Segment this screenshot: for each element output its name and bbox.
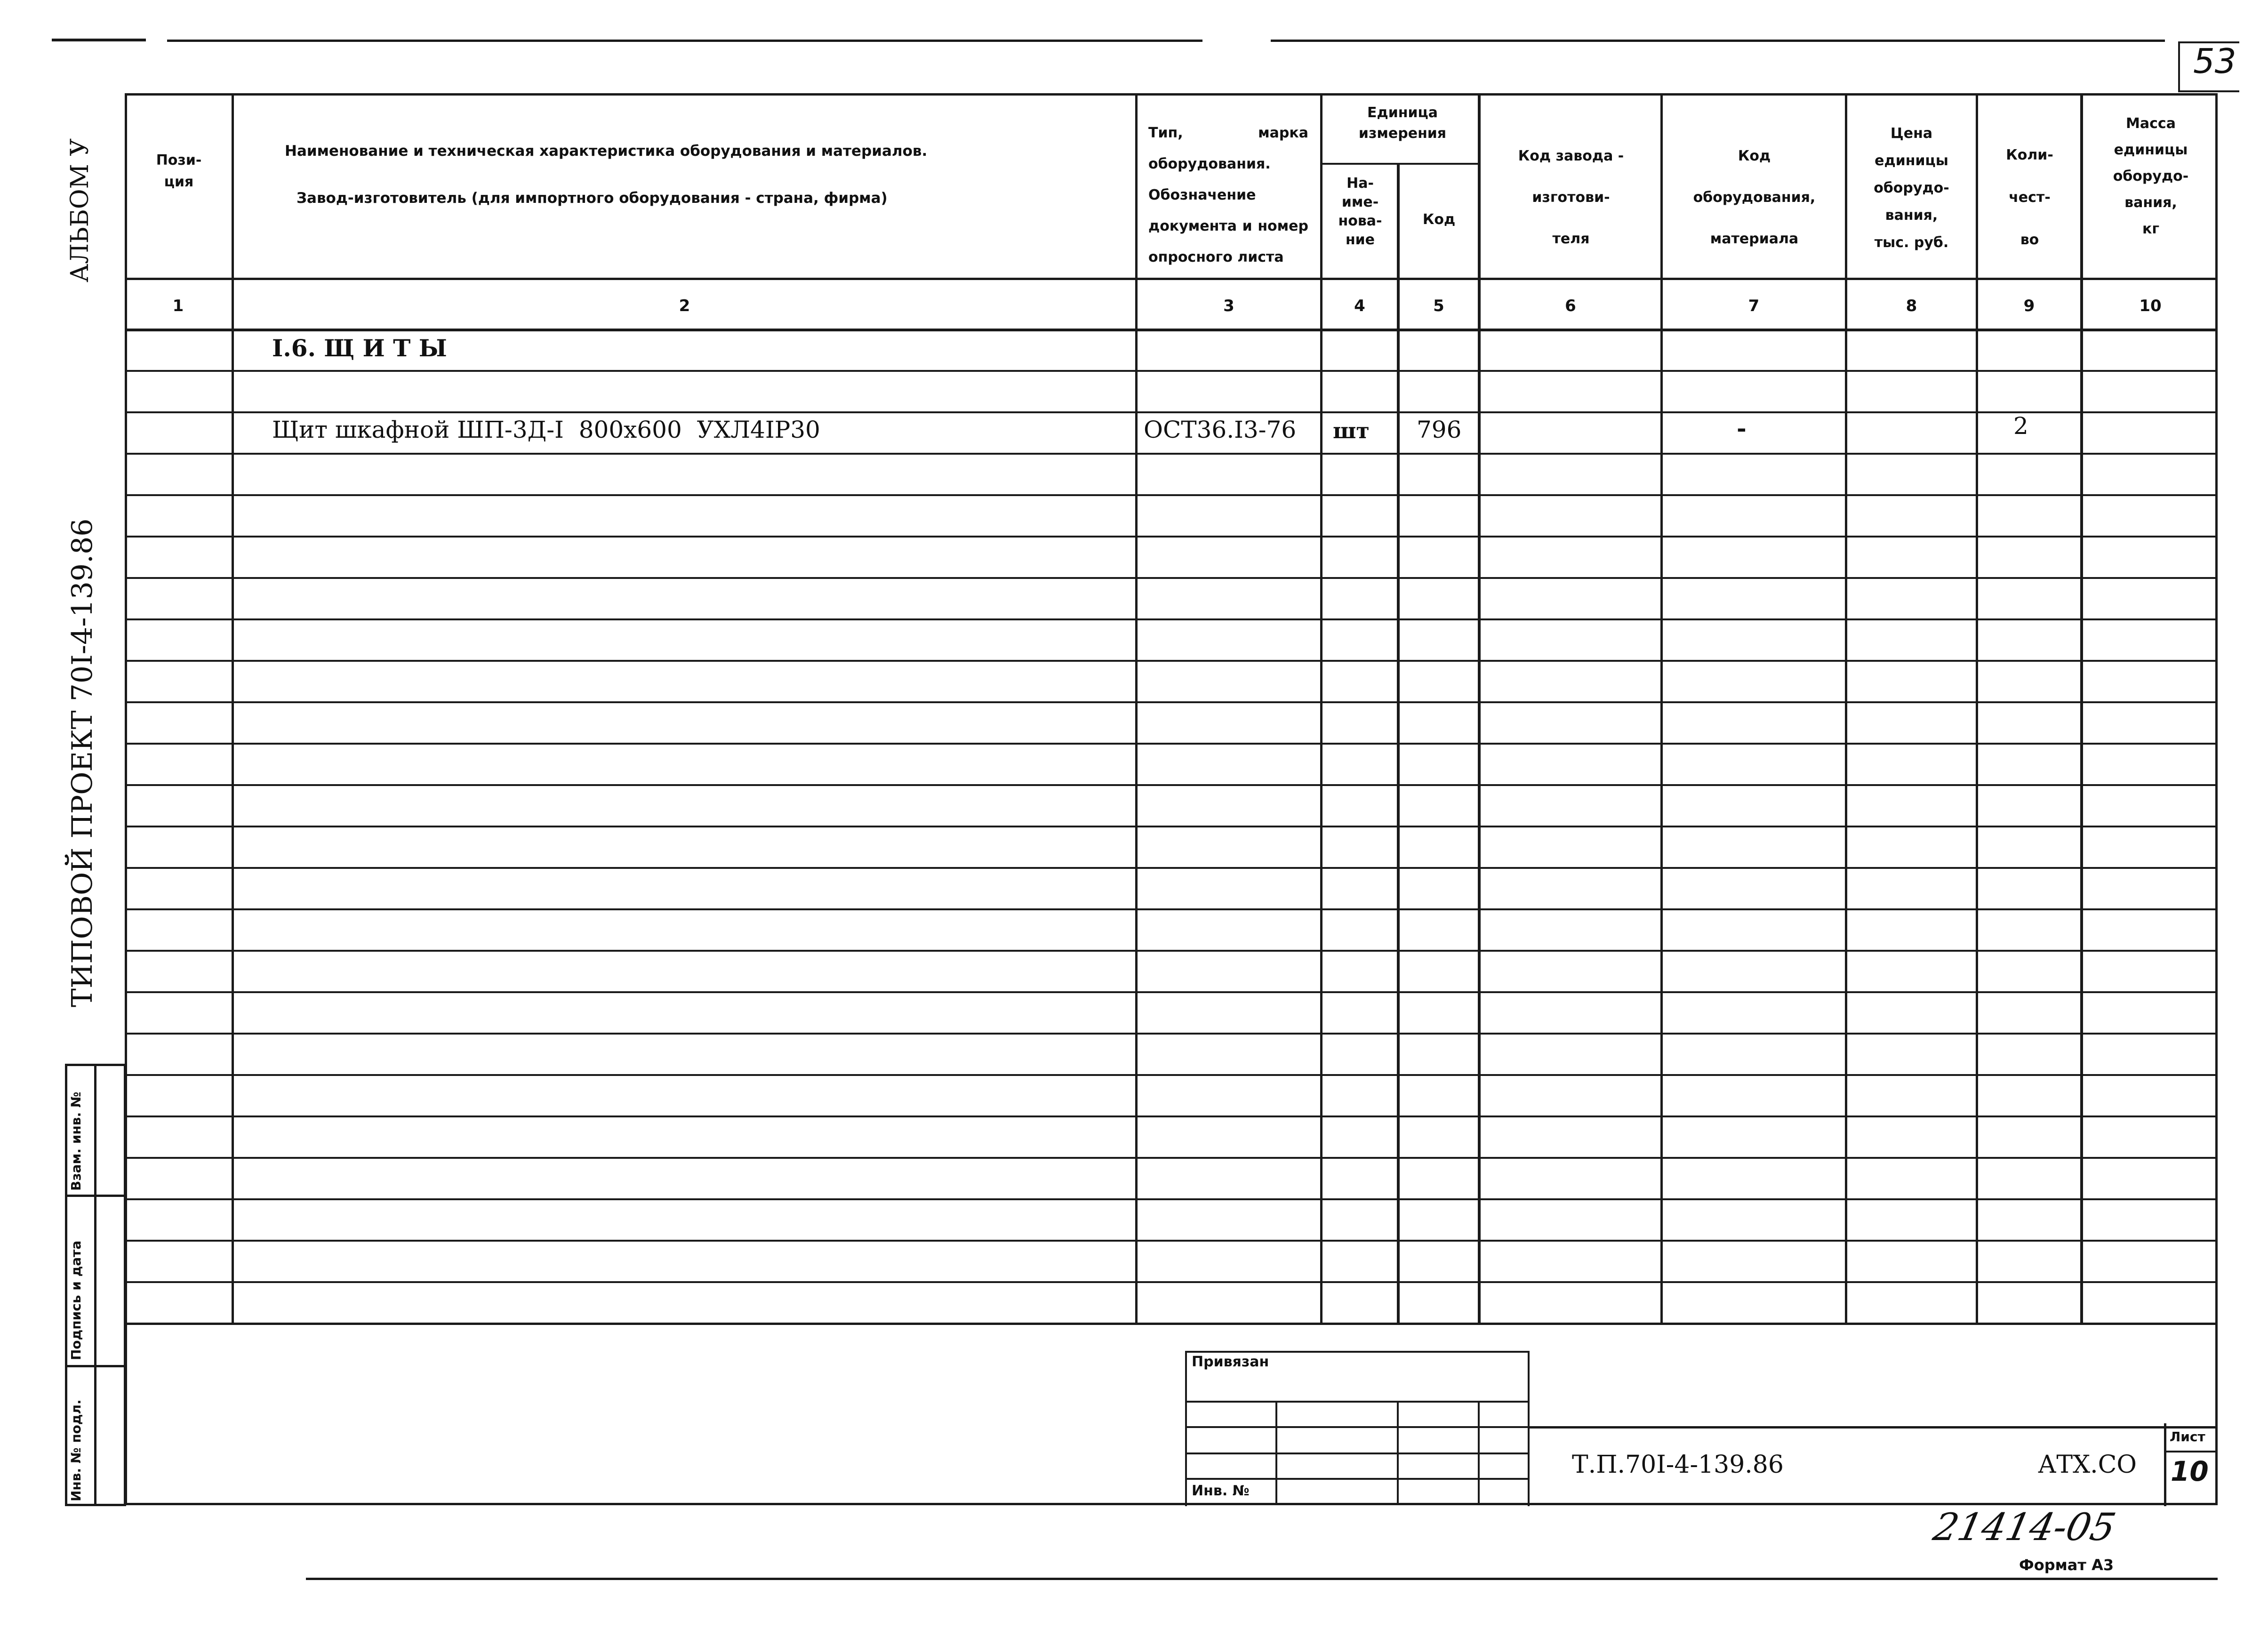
stamp-label-replace: Взам. инв. № [68, 1091, 84, 1191]
header-unit-code: Код [1422, 211, 1456, 228]
header-equipment-code: Код оборудования, материала [1693, 148, 1816, 247]
header-quantity: Коли- чест- во [2006, 147, 2053, 248]
side-stamp-divider-2 [65, 1365, 126, 1367]
column-number-rule [125, 329, 2218, 331]
header-position: Пози- ция [156, 152, 202, 190]
header-factory-code: Код завода - изготови- теля [1518, 148, 1624, 247]
side-stamp-divider-v [94, 1064, 96, 1506]
top-rule-right [1271, 40, 2165, 42]
document-stage: АТХ.СО [2038, 1451, 2137, 1479]
bottom-rule [306, 1578, 2218, 1580]
title-block-top-rule [1530, 1426, 2218, 1428]
item-unit: шт [1333, 418, 1370, 443]
binding-label: Привязан [1192, 1354, 1269, 1370]
table-bottom-rule [125, 1323, 2218, 1325]
binding-col-1 [1275, 1401, 1277, 1505]
binding-col-3 [1478, 1401, 1480, 1505]
top-rule-left [52, 39, 146, 41]
top-rule-middle [167, 40, 1202, 42]
col-line-2 [1135, 93, 1138, 1324]
stamp-label-inventory: Инв. № подл. [68, 1399, 84, 1501]
col-line-7 [1845, 93, 1847, 1324]
header-name-line2: Завод-изготовитель (для импортного оборудования - страна, фирма) [297, 190, 888, 207]
col-number-8: 8 [1906, 297, 1917, 315]
sheet-number: 10 [2171, 1455, 2209, 1487]
album-label: АЛЬБОМ У [66, 138, 94, 282]
sheet-label: Лист [2170, 1429, 2205, 1444]
col-line-1 [232, 93, 234, 1324]
binding-col-2 [1397, 1401, 1399, 1505]
header-type: Тип, марка оборудования. Обозначение документа и номер опросного листа [1148, 125, 1308, 265]
stamp-label-signature: Подпись и дата [68, 1240, 84, 1360]
col-number-4: 4 [1354, 297, 1365, 315]
col-number-2: 2 [679, 297, 690, 315]
header-bottom-rule [125, 278, 2218, 280]
sheet-box-rule [2164, 1451, 2218, 1452]
col-number-7: 7 [1748, 297, 1760, 315]
col-line-9 [2080, 93, 2083, 1324]
col-line-3 [1320, 93, 1322, 1324]
col-number-3: 3 [1223, 297, 1234, 315]
item-name: Щит шкафной ШП-3Д-I 800х600 УХЛ4IР30 [272, 416, 820, 443]
project-label: ТИПОВОЙ ПРОЕКТ 70I-4-139.86 [66, 518, 99, 1007]
inventory-number-label: Инв. № [1192, 1483, 1250, 1499]
col-number-1: 1 [172, 297, 184, 315]
col-number-6: 6 [1565, 297, 1576, 315]
unit-group-rule [1320, 163, 1480, 165]
format-label: Формат А3 [2019, 1556, 2114, 1574]
item-equipment-code: - [1737, 414, 1747, 442]
item-unit-code: 796 [1417, 416, 1462, 443]
item-quantity: 2 [2013, 412, 2028, 440]
header-mass: Масса единицы оборудо- вания, кг [2113, 115, 2189, 237]
col-line-8 [1976, 93, 1978, 1324]
col-number-5: 5 [1433, 297, 1444, 315]
col-line-6 [1660, 93, 1663, 1324]
col-number-9: 9 [2023, 297, 2035, 315]
page-number: 53 [2193, 41, 2236, 81]
header-name-line1: Наименование и техническая характеристика оборудования и материалов. [285, 143, 928, 160]
handwritten-number: 21414-05 [1930, 1505, 2120, 1549]
header-unit-group: Единица измерения [1358, 104, 1447, 142]
col-line-5 [1478, 93, 1481, 1324]
header-unit-price: Цена единицы оборудо- вания, тыс. руб. [1874, 125, 1949, 251]
col-number-10: 10 [2139, 297, 2162, 315]
item-document: ОСТ36.I3-76 [1144, 416, 1297, 443]
header-unit-name: На- име- нова- ние [1338, 175, 1382, 248]
document-code: Т.П.70I-4-139.86 [1572, 1451, 1784, 1479]
side-stamp-divider-1 [65, 1195, 126, 1197]
section-title: I.6. Щ И Т Ы [272, 334, 447, 362]
